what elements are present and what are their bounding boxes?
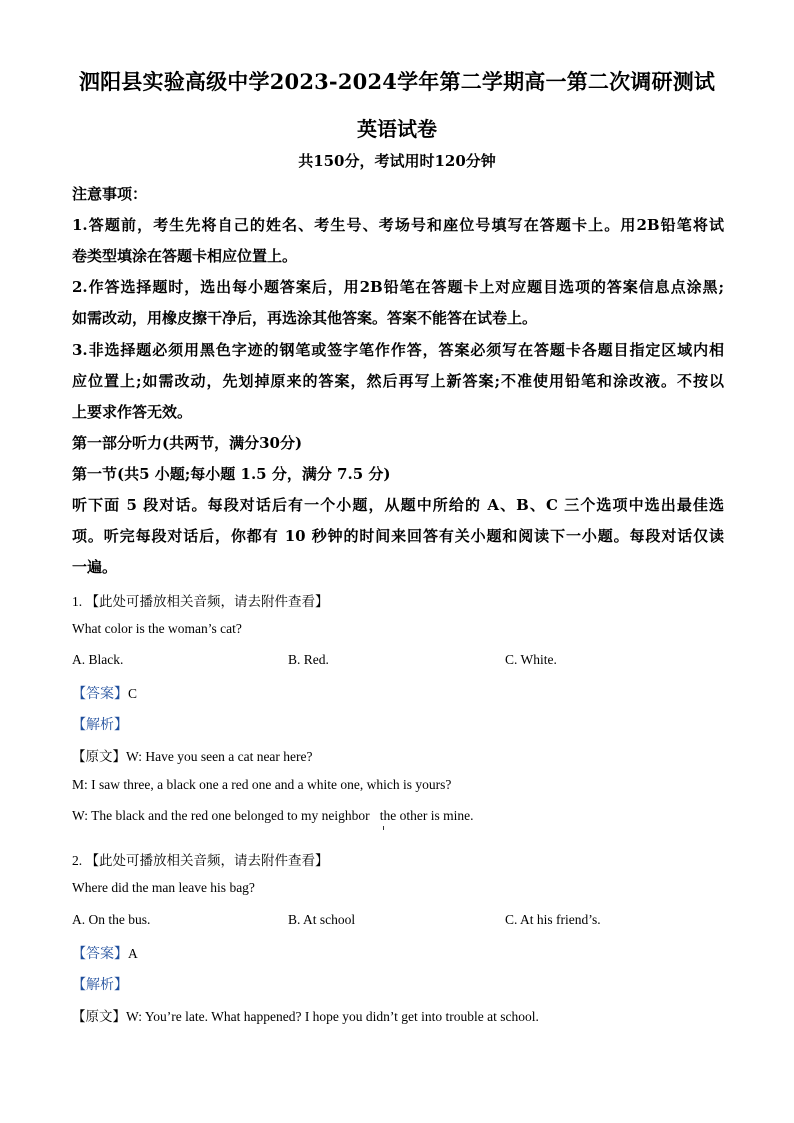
notice-heading: 注意事项： bbox=[72, 185, 148, 203]
script-tag: 【原文】 bbox=[72, 1009, 126, 1025]
answer-value: A bbox=[128, 946, 138, 961]
answer-tag: 【答案】 bbox=[72, 686, 128, 702]
script-text: W: You’re late. What happened? I hope you didn’t get into trouble at school. bbox=[126, 1009, 539, 1024]
notice-3-line-1: 3.非选择题必须用黑色字迹的钢笔或签字笔作作答，答案必须写在答题卡各题目指定区域内相 bbox=[72, 341, 724, 359]
notice-3-line-3: 上要求作答无效。 bbox=[72, 403, 193, 421]
instructions-line-1: 听下面 5 段对话。每段对话后有一个小题，从题中所给的 A、B、C 三个选项中选出最佳选 bbox=[72, 496, 724, 514]
script-line-1 bbox=[72, 745, 313, 765]
analysis-tag bbox=[72, 714, 128, 734]
option-a: A. On the bus. bbox=[72, 912, 151, 927]
script-tag: 【原文】 bbox=[72, 749, 126, 765]
audio-note: 【此处可播放相关音频，请去附件查看】 bbox=[85, 853, 329, 869]
question-1-header bbox=[72, 590, 329, 610]
option-a: A. Black. bbox=[72, 652, 124, 667]
stray-mark bbox=[383, 826, 384, 830]
part-heading: 第一部分听力(共两节，满分30分) bbox=[72, 434, 303, 452]
answer-tag: 【答案】 bbox=[72, 946, 128, 962]
option-c: C. White. bbox=[505, 652, 557, 667]
score-line: 共150分，考试用时120分钟 bbox=[298, 152, 496, 170]
script-text: W: Have you seen a cat near here? bbox=[126, 749, 313, 764]
option-b: B. At school bbox=[288, 912, 356, 927]
analysis-label: 【解析】 bbox=[72, 717, 128, 733]
section-heading: 第一节(共5 小题;每小题 1.5 分，满分 7.5 分) bbox=[72, 465, 391, 483]
question-number: 1. bbox=[72, 594, 83, 609]
exam-title: 泗阳县实验高级中学2023-2024学年第二学期高一第二次调研测试 bbox=[78, 69, 716, 94]
answer-line bbox=[72, 683, 137, 703]
question-2-header bbox=[72, 849, 329, 869]
option-c: C. At his friend’s. bbox=[505, 912, 601, 927]
question-1-text: What color is the woman’s cat? bbox=[72, 621, 242, 636]
instructions-line-2: 项。听完每段对话后，你都有 10 秒钟的时间来回答有关小题和阅读下一小题。每段对话仅读 bbox=[72, 527, 724, 545]
question-2-text: Where did the man leave his bag? bbox=[72, 880, 255, 895]
instructions-line-3: 一遍。 bbox=[72, 558, 118, 576]
option-b: B. Red. bbox=[288, 652, 329, 667]
notice-3-line-2: 应位置上;如需改动，先划掉原来的答案，然后再写上新答案;不准使用铅笔和涂改液。不按以 bbox=[72, 372, 724, 390]
notice-2-line-2: 如需改动，用橡皮擦干净后，再选涂其他答案。答案不能答在试卷上。 bbox=[72, 309, 538, 327]
notice-2-line-1: 2.作答选择题时，选出每小题答案后，用2B铅笔在答题卡上对应题目选项的答案信息点涂黑; bbox=[72, 278, 724, 296]
script-line-2: M: I saw three, a black one a red one and a white one, which is yours? bbox=[72, 777, 452, 792]
answer-value: C bbox=[128, 686, 138, 701]
question-number: 2. bbox=[72, 853, 83, 868]
exam-subtitle: 英语试卷 bbox=[357, 117, 437, 141]
analysis-label: 【解析】 bbox=[72, 977, 128, 993]
notice-1-line-1: 1.答题前，考生先将自己的姓名、考生号、考场号和座位号填写在答题卡上。用2B铅笔将试 bbox=[72, 216, 724, 234]
script-line-1 bbox=[72, 1005, 539, 1025]
answer-line bbox=[72, 943, 138, 963]
notice-1-line-2: 卷类型填涂在答题卡相应位置上。 bbox=[72, 247, 298, 265]
script-line-3: W: The black and the red one belonged to my neighbor the other is mine. bbox=[72, 808, 474, 823]
analysis-tag bbox=[72, 974, 128, 994]
audio-note: 【此处可播放相关音频，请去附件查看】 bbox=[85, 594, 329, 610]
